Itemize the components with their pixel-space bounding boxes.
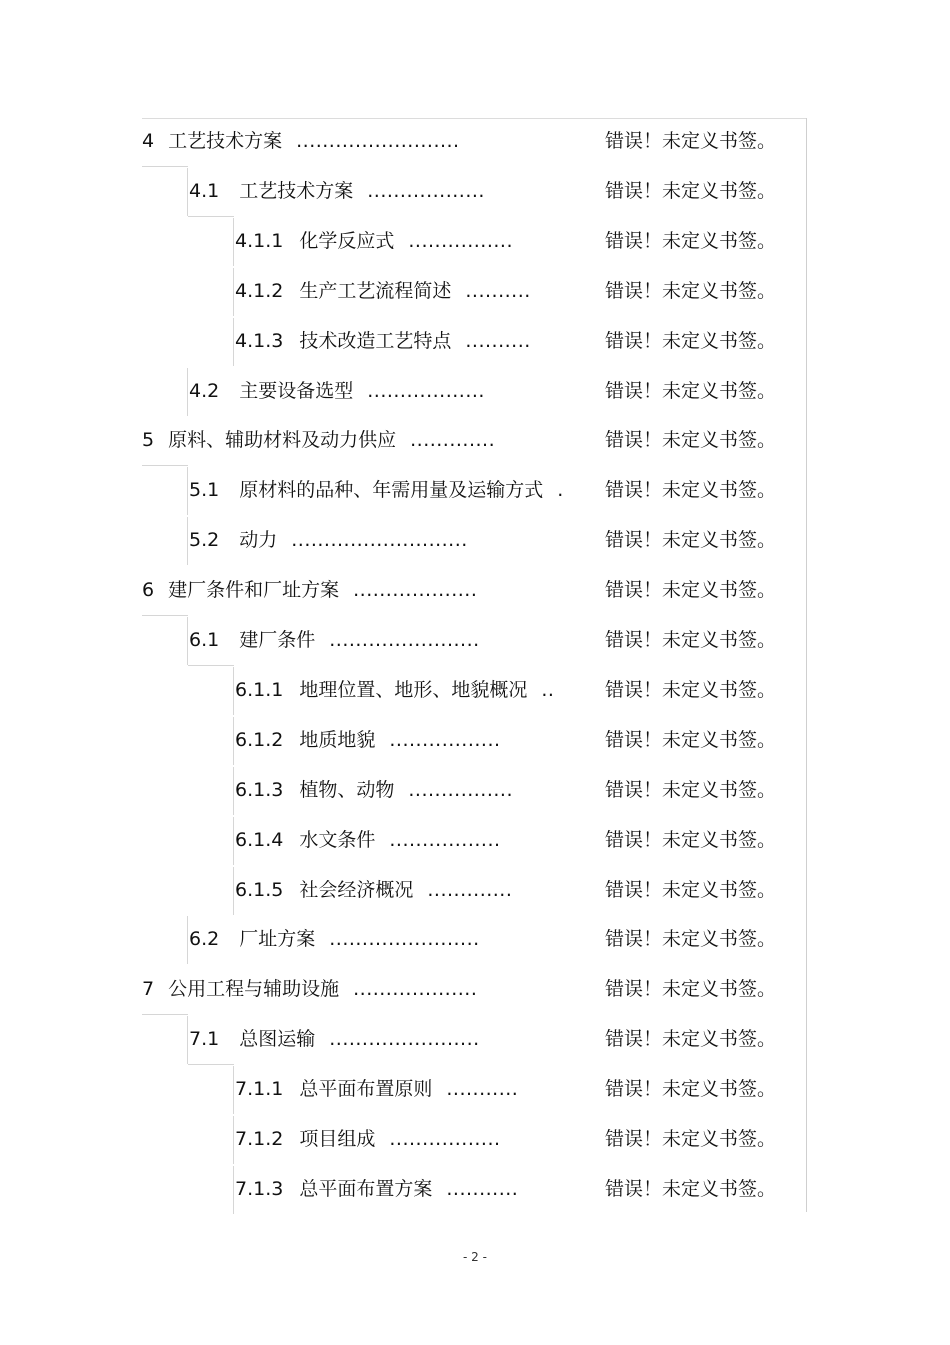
toc-entry[interactable] (142, 415, 808, 465)
toc-entry-leader: ................... (353, 978, 478, 1001)
toc-entry-number: 4.1.1 (235, 229, 284, 252)
toc-entry[interactable] (142, 765, 808, 815)
indent-guide (233, 268, 234, 316)
toc-entry-leader: . (557, 479, 564, 502)
indent-guide (233, 717, 234, 765)
toc-entry[interactable] (142, 216, 808, 266)
indent-guide (187, 467, 188, 515)
toc-entry-leader: ....................... (329, 629, 480, 651)
toc-entry-text (189, 366, 485, 416)
toc-entry[interactable] (142, 964, 808, 1014)
indent-guide (187, 1016, 188, 1064)
indent-guide-top (142, 1014, 188, 1015)
toc-entry-number: 6 (142, 579, 155, 602)
toc-entry-text (189, 515, 468, 565)
table-of-contents (142, 116, 808, 1212)
toc-entry-leader: ....................... (329, 1028, 480, 1051)
toc-entry-page-ref: 错误！未定义书签。 (605, 878, 777, 901)
toc-entry-title: 技术改造工艺特点 (299, 329, 452, 352)
toc-entry-number: 6.1 (189, 629, 220, 651)
toc-entry-page-ref: 错误！未定义书签。 (605, 579, 777, 602)
indent-guide (187, 617, 188, 665)
toc-entry-leader: ................. (389, 828, 501, 851)
toc-entry[interactable] (142, 865, 808, 915)
toc-entry-page-ref: 错误！未定义书签。 (605, 130, 777, 152)
indent-guide-top (142, 166, 188, 167)
toc-entry-page-ref: 错误！未定义书签。 (605, 778, 777, 801)
toc-entry-number: 4 (142, 130, 155, 152)
indent-guide (187, 168, 188, 216)
toc-entry-page-ref: 错误！未定义书签。 (605, 179, 777, 202)
toc-entry-title: 植物、动物 (299, 778, 395, 801)
toc-entry-leader: ................ (408, 778, 514, 801)
toc-entry-leader: ......................... (296, 130, 460, 152)
toc-entry-title: 公用工程与辅助设施 (168, 978, 340, 1001)
toc-entry[interactable] (142, 166, 808, 216)
toc-entry-number: 6.1.5 (235, 878, 284, 901)
toc-entry-leader: .......... (465, 329, 531, 352)
indent-guide (233, 767, 234, 815)
toc-entry-leader: ........... (446, 1078, 519, 1101)
toc-entry-number: 6.1.3 (235, 778, 284, 801)
toc-entry-text (189, 1014, 480, 1064)
toc-entry-text (235, 665, 554, 715)
toc-entry-text (142, 565, 477, 615)
toc-entry-title: 地理位置、地形、地貌概况 (299, 678, 528, 701)
toc-entry-page-ref: 错误！未定义书签。 (605, 728, 777, 751)
toc-entry-number: 7 (142, 978, 155, 1001)
indent-guide (187, 517, 188, 565)
toc-entry[interactable] (142, 116, 808, 166)
toc-entry-title: 总图运输 (239, 1028, 316, 1051)
toc-entry-page-ref: 错误！未定义书签。 (605, 479, 777, 502)
toc-entry[interactable] (142, 266, 808, 316)
toc-entry-text (142, 116, 460, 166)
toc-entry-leader: .......... (465, 279, 531, 302)
toc-entry-page-ref: 错误！未定义书签。 (605, 828, 777, 851)
toc-entry-number: 4.1.2 (235, 279, 284, 302)
indent-guide (233, 667, 234, 715)
toc-entry-page-ref: 错误！未定义书签。 (605, 329, 777, 352)
toc-entry-title: 动力 (239, 529, 278, 552)
toc-entry-title: 生产工艺流程简述 (299, 279, 452, 302)
toc-entry-title: 原材料的品种、年需用量及运输方式 (239, 479, 544, 502)
toc-entry-leader: ........... (446, 1177, 519, 1200)
toc-entry[interactable] (142, 665, 808, 715)
toc-entry-title: 建厂条件 (239, 629, 316, 651)
toc-entry-text (189, 914, 480, 964)
toc-entry-page-ref: 错误！未定义书签。 (605, 928, 777, 951)
toc-entry-page-ref: 错误！未定义书签。 (605, 1177, 777, 1200)
toc-entry[interactable] (142, 515, 808, 565)
toc-entry-title: 总平面布置原则 (299, 1078, 433, 1101)
toc-entry-leader: ............. (410, 429, 496, 452)
toc-entry-number: 6.2 (189, 928, 220, 951)
toc-entry-title: 社会经济概况 (299, 878, 414, 901)
toc-entry-title: 化学反应式 (299, 229, 395, 252)
toc-entry-page-ref: 错误！未定义书签。 (605, 529, 777, 552)
indent-guide (233, 318, 234, 366)
toc-entry-number: 7.1.1 (235, 1078, 284, 1101)
toc-entry-text (189, 166, 485, 216)
toc-entry-number: 4.1 (189, 179, 220, 202)
toc-entry-leader: ................... (353, 579, 478, 602)
toc-entry-leader: .................. (367, 179, 485, 202)
indent-guide (187, 368, 188, 416)
toc-entry-text (235, 815, 501, 865)
toc-entry-title: 主要设备选型 (239, 379, 354, 402)
toc-entry-page-ref: 错误！未定义书签。 (605, 1078, 777, 1101)
indent-guide-top (142, 465, 188, 466)
toc-entry-page-ref: 错误！未定义书签。 (605, 279, 777, 302)
toc-entry-page-ref: 错误！未定义书签。 (605, 978, 777, 1001)
toc-entry-leader: ................ (408, 229, 514, 252)
toc-entry-page-ref: 错误！未定义书签。 (605, 678, 777, 701)
toc-entry-page-ref: 错误！未定义书签。 (605, 379, 777, 402)
toc-entry[interactable] (142, 1164, 808, 1214)
indent-guide (187, 916, 188, 964)
toc-entry-text (235, 765, 513, 815)
indent-guide (233, 817, 234, 865)
toc-entry-number: 5.2 (189, 529, 220, 552)
toc-entry[interactable] (142, 615, 808, 665)
toc-entry-page-ref: 错误！未定义书签。 (605, 1028, 777, 1051)
toc-entry[interactable] (142, 1064, 808, 1114)
toc-entry[interactable] (142, 715, 808, 765)
page-number: - 2 - (463, 1250, 487, 1264)
toc-entry-title: 总平面布置方案 (299, 1177, 433, 1200)
indent-guide (233, 1166, 234, 1214)
toc-entry-leader: ................. (389, 728, 501, 751)
indent-guide (233, 218, 234, 266)
toc-entry-number: 5 (142, 429, 155, 452)
indent-guide (233, 867, 234, 915)
toc-entry-page-ref: 错误！未定义书签。 (605, 429, 777, 452)
toc-entry[interactable] (142, 1014, 808, 1064)
indent-guide-top (188, 665, 234, 666)
toc-entry[interactable] (142, 465, 808, 515)
toc-entry-page-ref: 错误！未定义书签。 (605, 1128, 777, 1150)
toc-entry-text (235, 216, 513, 266)
toc-entry-number: 6.1.1 (235, 678, 284, 701)
toc-entry-text (235, 266, 531, 316)
toc-entry[interactable] (142, 815, 808, 865)
toc-entry-text (189, 465, 564, 515)
toc-entry[interactable] (142, 316, 808, 366)
indent-guide-top (188, 216, 234, 217)
toc-entry-number: 4.2 (189, 379, 220, 402)
toc-entry-number: 6.1.2 (235, 728, 284, 751)
toc-entry-title: 原料、辅助材料及动力供应 (168, 429, 397, 452)
toc-entry-text (142, 964, 477, 1014)
toc-entry-text (142, 415, 495, 465)
toc-entry-number: 6.1.4 (235, 828, 284, 851)
toc-entry-title: 项目组成 (299, 1128, 376, 1150)
toc-entry-leader: .. (541, 678, 555, 701)
toc-entry-leader: ............. (427, 878, 513, 901)
toc-entry-text (235, 1114, 501, 1164)
indent-guide-top (142, 615, 188, 616)
toc-entry-text (189, 615, 480, 665)
toc-entry-text (235, 715, 501, 765)
toc-entry-title: 工艺技术方案 (239, 179, 354, 202)
toc-entry-number: 7.1 (189, 1028, 220, 1051)
toc-entry-page-ref: 错误！未定义书签。 (605, 229, 777, 252)
toc-entry-leader: ........................... (291, 529, 468, 552)
toc-entry-text (235, 316, 531, 366)
toc-entry-number: 5.1 (189, 479, 220, 502)
indent-guide (233, 1116, 234, 1164)
toc-entry-text (235, 865, 512, 915)
toc-entry-title: 厂址方案 (239, 928, 316, 951)
toc-entry[interactable] (142, 914, 808, 964)
toc-entry-text (235, 1064, 518, 1114)
toc-entry-title: 工艺技术方案 (168, 130, 283, 152)
toc-entry-leader: ................. (389, 1128, 501, 1150)
toc-entry-title: 地质地貌 (299, 728, 376, 751)
toc-entry-page-ref: 错误！未定义书签。 (605, 629, 777, 651)
toc-entry[interactable] (142, 366, 808, 416)
toc-entry-number: 7.1.3 (235, 1177, 284, 1200)
toc-entry[interactable] (142, 1114, 808, 1164)
toc-entry-leader: ....................... (329, 928, 480, 951)
toc-entry-text (235, 1164, 518, 1214)
indent-guide (233, 1066, 234, 1114)
toc-entry-title: 水文条件 (299, 828, 376, 851)
toc-entry[interactable] (142, 565, 808, 615)
toc-entry-title: 建厂条件和厂址方案 (168, 579, 340, 602)
toc-entry-number: 4.1.3 (235, 329, 284, 352)
toc-entry-leader: .................. (367, 379, 485, 402)
toc-entry-number: 7.1.2 (235, 1128, 284, 1150)
indent-guide-top (188, 1064, 234, 1065)
